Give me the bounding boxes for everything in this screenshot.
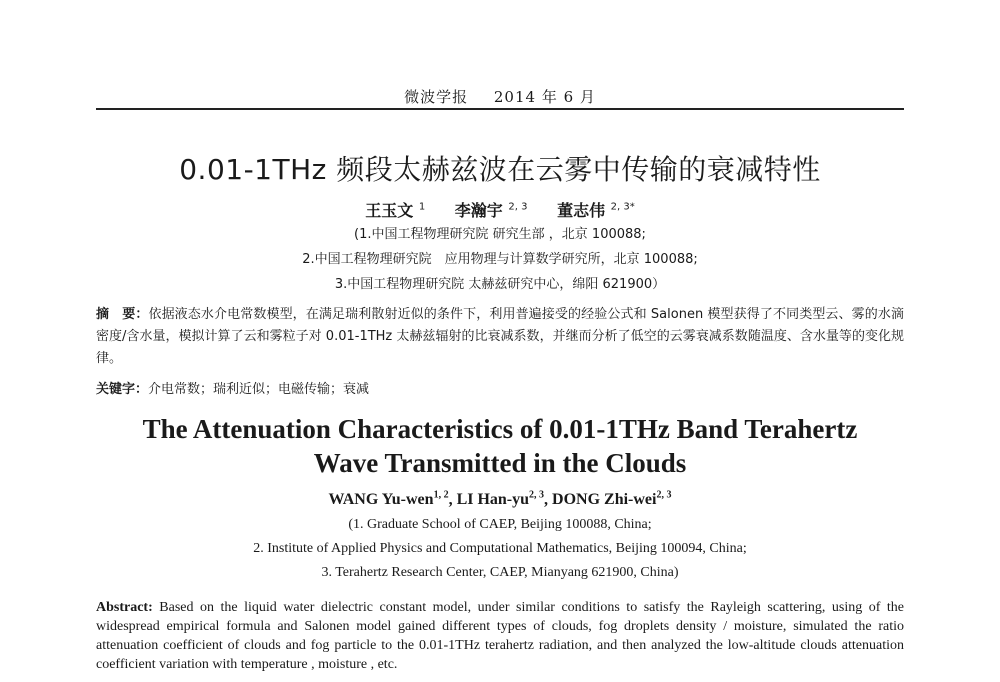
- journal-name: 微波学报: [404, 88, 469, 106]
- running-header: [0, 86, 1000, 107]
- en-abstract-text: Based on the liquid water dielectric constant model, under similar conditions to satisfy the Rayleigh scattering, using of the widespread empirical formula and Salonen model gained different types of clouds, fog droplets density / moisture, simulated the ratio attenuation coefficient of clouds and fog particle to the 0.01-1THz terahertz radiation, and then analyzed the low-altitude clouds attenuation coefficient variation with temperature , moisture , etc.: [96, 600, 904, 672]
- cn-keywords: [96, 378, 904, 397]
- cn-title: 0.01-1THz 频段太赫兹波在云雾中传输的衰减特性: [179, 153, 821, 186]
- en-author-2: LI Han-yu$^{2, 3}$: [456, 490, 545, 509]
- issue-date: 2014 年 6 月: [493, 88, 596, 106]
- cn-abstract-label: 摘 要：: [96, 307, 149, 322]
- cn-keywords-label: 关键字：: [96, 382, 149, 397]
- header-rule: [96, 108, 904, 110]
- en-author-3: DONG Zhi-wei$^{2, 3}$: [552, 490, 672, 509]
- en-author-1: WANG Yu-wen$^{1, 2}$: [328, 490, 449, 509]
- cn-affiliation-1: (1.中国工程物理研究院 研究生部 ，北京 100088;: [354, 227, 646, 242]
- cn-author-1: 王玉文 $^1$: [365, 201, 426, 220]
- en-affiliation-2: 2. Institute of Applied Physics and Computational Mathematics, Beijing 100094, China;: [253, 541, 747, 556]
- cn-affiliation-2: 2.中国工程物理研究院 应用物理与计算数学研究所，北京 100088;: [302, 252, 698, 267]
- cn-authors: [0, 198, 1000, 221]
- en-affiliation-1: (1. Graduate School of CAEP, Beijing 100088, China;: [348, 517, 652, 532]
- en-title: [0, 412, 1000, 480]
- en-abstract: [96, 598, 904, 674]
- cn-author-2: 李瀚宇 $^{2, 3}$: [454, 201, 528, 220]
- en-affiliation-3: 3. Terahertz Research Center, CAEP, Mianyang 621900, China): [321, 565, 679, 580]
- cn-affiliation-3: 3.中国工程物理研究院 太赫兹研究中心，绵阳 621900）: [334, 277, 666, 292]
- en-abstract-label: Abstract:: [96, 600, 153, 615]
- cn-keywords-text: 介电常数；瑞利近似；电磁传输；衰减: [148, 382, 370, 397]
- cn-author-3: 董志伟 $^{2, 3*}$: [557, 201, 635, 220]
- en-title-line-1: The Attenuation Characteristics of 0.01-1THz Band Terahertz: [142, 414, 858, 444]
- cn-abstract-text: 依据液态水介电常数模型，在满足瑞利散射近似的条件下，利用普遍接受的经验公式和 Salonen 模型获得了不同类型云、雾的水滴密度/含水量，模拟计算了云和雾粒子对 0.01-1THz 太赫兹辐射的比衰减系数，并继而分析了低空的云雾衰减系数随温度、含水量等的变化规律。: [96, 307, 904, 366]
- en-authors: WANG Yu-wen$^{1, 2}$, LI Han-yu$^{2, 3}$, DONG Zhi-wei$^{2, 3}$: [328, 490, 672, 509]
- cn-abstract: [96, 304, 904, 370]
- en-title-line-2: Wave Transmitted in the Clouds: [313, 448, 687, 478]
